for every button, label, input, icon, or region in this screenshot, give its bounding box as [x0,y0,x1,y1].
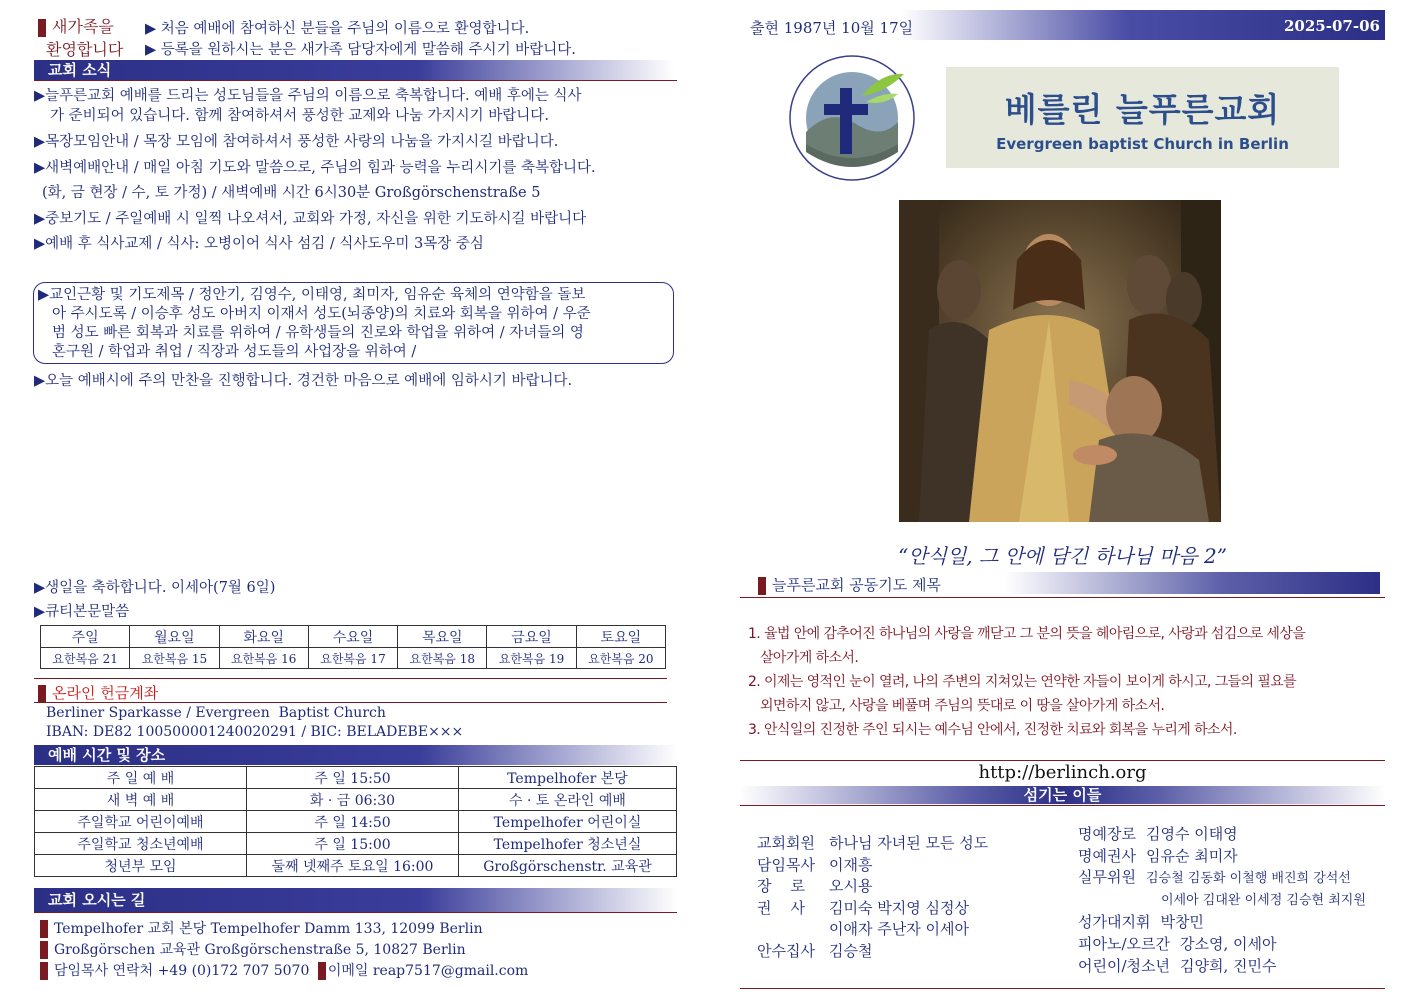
prayer-item: 살아가게 하소서. [760,650,859,666]
church-name-korean: 베를린 늘푸른교회 [1004,90,1281,129]
servant-row [757,919,988,941]
servant-row [757,855,988,877]
service-row [35,855,677,877]
servant-role: 성가대지휘 [1078,913,1151,931]
servant-row [757,876,988,898]
servants-heading [740,786,1385,804]
service-row [35,811,677,833]
servant-role: 어린이/청소년 [1078,957,1170,975]
church-name-plate [946,67,1339,168]
qt-passage: 요한복음 17 [308,648,397,669]
servants-right [1078,823,1366,977]
founding-date: 출현 1987년 10월 17일 [750,19,914,37]
welcome-title-line1: 새가족을 [52,17,114,36]
divider [740,597,1385,598]
qt-passage: 요한복음 21 [41,648,130,669]
servant-names: 김승철 김동화 이철행 배진희 강석선 [1145,871,1351,886]
servant-role: 교회회원 [757,834,815,852]
qt-title: ▶큐티본문말씀 [34,604,130,620]
prayer-request-line: 혼구원 / 학업과 취업 / 직장과 성도들의 사업장을 위하여 / [52,344,417,360]
servants-heading-text: 섬기는 이들 [1023,786,1102,804]
directions-main-church [40,918,483,938]
qt-day: 목요일 [398,626,487,648]
service-name: 청년부 모임 [35,855,247,877]
directions-heading-text: 교회 오시는 길 [48,891,146,909]
prayer-heading [758,574,941,595]
servant-row [1078,845,1366,867]
qt-day: 화요일 [219,626,308,648]
birthday-notice: ▶생일을 축하합니다. 이세아(7월 6일) [34,580,276,596]
directions-heading [34,888,677,912]
prayer-item: 2. 이제는 영적인 눈이 열려, 나의 주변의 지쳐있는 연약한 자들이 보이게 하시고, 그들의 필요를 [748,674,1297,690]
welcome-title-line2: 환영합니다 [46,40,124,59]
services-heading [34,745,677,765]
service-place: Tempelhofer 본당 [459,767,677,789]
servant-row [1078,889,1366,911]
section-marker [40,962,48,980]
news-item: 가 준비되어 있습니다. 함께 참여하셔서 풍성한 교제와 나눔 가지시기 바랍니다. [50,108,549,124]
prayer-item: 3. 안식일의 진정한 주인 되시는 예수님 안에서, 진정한 치료와 회복을 누리게 하소서. [748,722,1237,738]
prayer-item: 외면하지 않고, 사랑을 베풀며 주님의 뜻대로 이 땅을 살아가게 하소서. [760,698,1165,714]
servant-names: 김승철 [829,941,873,960]
directions-contact [40,960,528,980]
communion-notice: ▶오늘 예배시에 주의 만찬을 진행합니다. 경건한 마음으로 예배에 임하시기 바랍니다. [34,373,573,389]
divider [740,760,1385,761]
divider [740,805,1385,806]
service-time: 주 일 15:00 [247,833,459,855]
news-item: ▶목장모임안내 / 목장 모임에 참여하셔서 풍성한 사랑의 나눔을 가지시길 바랍니다. [34,134,559,150]
servant-row [1078,933,1366,955]
service-name: 주 일 예 배 [35,767,247,789]
service-row [35,789,677,811]
servant-role: 담임목사 [757,855,815,874]
qt-passage: 요한복음 19 [487,648,576,669]
section-marker [318,962,326,980]
service-time: 주 일 15:50 [247,767,459,789]
news-item: ▶중보기도 / 주일예배 시 일찍 나오셔서, 교회와 가정, 자신을 위한 기도하시길 바랍니다 [34,211,587,227]
servant-names: 김영수 이태영 [1145,825,1238,843]
servant-role: 명예장로 [1078,825,1136,843]
qt-days-row [41,626,666,648]
church-logo [786,52,918,184]
qt-passage: 요한복음 16 [219,648,308,669]
service-time: 주 일 14:50 [247,811,459,833]
section-marker [38,685,46,703]
pastor-phone: 담임목사 연락처 +49 (0)172 707 5070 [54,963,310,979]
directions-line: Tempelhofer 교회 본당 Tempelhofer Damm 133, 12099 Berlin [54,921,483,937]
bulletin-date: 2025-07-06 [1284,17,1380,35]
section-marker [40,920,48,938]
servant-names: 오시용 [829,877,873,895]
servant-row [757,941,988,963]
servant-role: 권 사 [757,898,806,917]
servant-names: 김양희, 진민수 [1180,957,1277,975]
service-row [35,833,677,855]
prayer-item: 1. 율법 안에 감추어진 하나님의 사랑을 깨닫고 그 분의 뜻을 헤아림으로, 사랑과 섬김으로 세상을 [748,626,1306,642]
offering-heading [38,682,158,703]
news-item: ▶늘푸른교회 예배를 드리는 성도님들을 주님의 이름으로 축복합니다. 예배 후에는 식사 [34,88,582,104]
cover-painting [899,200,1221,522]
church-logo-icon [786,52,918,184]
directions-education-hall [40,939,466,959]
servant-row [757,898,988,920]
church-website[interactable]: http://berlinch.org [978,762,1147,783]
divider [34,80,677,81]
servants-left [757,833,988,962]
service-name: 새 벽 예 배 [35,789,247,811]
service-time: 화 · 금 06:30 [247,789,459,811]
servant-names: 하나님 자녀된 모든 성도 [829,834,989,852]
divider [34,702,667,703]
servant-names: 강소영, 이세아 [1180,935,1277,953]
news-heading-text: 교회 소식 [48,61,112,79]
church-name-english: Evergreen baptist Church in Berlin [996,135,1289,153]
qt-passage: 요한복음 15 [130,648,219,669]
welcome-line1: ▶ 처음 예배에 참여하신 분들을 주님의 이름으로 환영합니다. [145,21,530,37]
qt-passage-row [41,648,666,669]
servant-role: 명예권사 [1078,847,1136,865]
prayer-heading-text: 늘푸른교회 공동기도 제목 [772,576,941,594]
welcome-title [38,14,114,37]
service-name: 주일학교 어린이예배 [35,811,247,833]
servant-names: 이재흥 [829,855,873,874]
offering-iban: IBAN: DE82 100500001240020291 / BIC: BELADEBE××× [46,724,464,740]
services-table [34,766,677,877]
sermon-title: “안식일, 그 안에 담긴 하나님 마음 2” [898,544,1227,568]
servant-role: 장 로 [757,877,806,895]
divider [34,912,677,913]
qt-passage: 요한복음 20 [576,648,665,669]
qt-table [40,625,666,669]
divider [740,988,1385,989]
servant-row [1078,955,1366,977]
section-marker [38,19,46,37]
news-list [34,84,596,256]
service-place: 수 · 토 온라인 예배 [459,789,677,811]
prayer-request-line: 범 성도 빠른 회복과 치료를 위하여 / 유학생들의 진로와 학업을 위하여 / 자녀들의 영 [52,325,584,341]
service-place: Tempelhofer 청소년실 [459,833,677,855]
servant-role: 피아노/오르간 [1078,935,1170,953]
prayer-list [748,622,1305,742]
servant-row [1078,911,1366,933]
servant-row [1078,823,1366,845]
offering-bank: Berliner Sparkasse / Evergreen Baptist Church [46,705,386,721]
pastor-email[interactable]: 이메일 reap7517@gmail.com [327,963,529,979]
jesus-healing-painting-image [899,200,1221,522]
prayer-requests-box [33,282,674,364]
servant-names: 이세아 김대완 이세정 김승현 최지원 [1161,893,1366,908]
service-place: Großgörschenstr. 교육관 [459,855,677,877]
qt-day: 월요일 [130,626,219,648]
prayer-request-line: ▶교인근황 및 기도제목 / 정안기, 김영수, 이태영, 최미자, 임유순 육체의 연약함을 돌보 [38,287,586,303]
service-row [35,767,677,789]
servant-names: 김미숙 박지영 심정상 [829,898,969,917]
services-heading-text: 예배 시간 및 장소 [48,746,166,764]
servant-names: 박창민 [1160,913,1204,931]
section-marker [758,577,766,595]
divider [34,678,667,679]
service-name: 주일학교 청소년예배 [35,833,247,855]
section-marker [40,941,48,959]
news-item: (화, 금 현장 / 수, 토 가정) / 새벽예배 시간 6시30분 Großgörschenstraße 5 [42,185,541,201]
welcome-line2: ▶ 등록을 원하시는 분은 새가족 담당자에게 말씀해 주시기 바랍니다. [145,42,576,58]
service-place: Tempelhofer 어린이실 [459,811,677,833]
qt-passage: 요한복음 18 [398,648,487,669]
news-item: ▶새벽예배안내 / 매일 아침 기도와 말씀으로, 주님의 힘과 능력을 누리시기를 축복합니다. [34,160,596,176]
service-time: 둘째 넷째주 토요일 16:00 [247,855,459,877]
prayer-request-line: 아 주시도록 / 이승후 성도 아버지 이재서 성도(뇌종양)의 치료와 회복을 위하여 / 우준 [52,306,591,322]
servant-names: 임유순 최미자 [1145,847,1238,865]
qt-day: 주일 [41,626,130,648]
qt-day: 수요일 [308,626,397,648]
servant-role: 실무위원 [1078,868,1136,886]
servant-names: 이애자 주난자 이세아 [829,920,969,938]
servant-role: 안수집사 [757,941,815,960]
news-item: ▶예배 후 식사교제 / 식사: 오병이어 식사 섬김 / 식사도우미 3목장 중심 [34,236,484,252]
servant-row [757,833,988,855]
servant-row [1078,867,1366,889]
qt-day: 토요일 [576,626,665,648]
offering-heading-text: 온라인 헌금계좌 [52,684,159,702]
directions-line: Großgörschen 교육관 Großgörschenstraße 5, 10827 Berlin [54,942,466,958]
qt-day: 금요일 [487,626,576,648]
news-heading [34,60,674,80]
